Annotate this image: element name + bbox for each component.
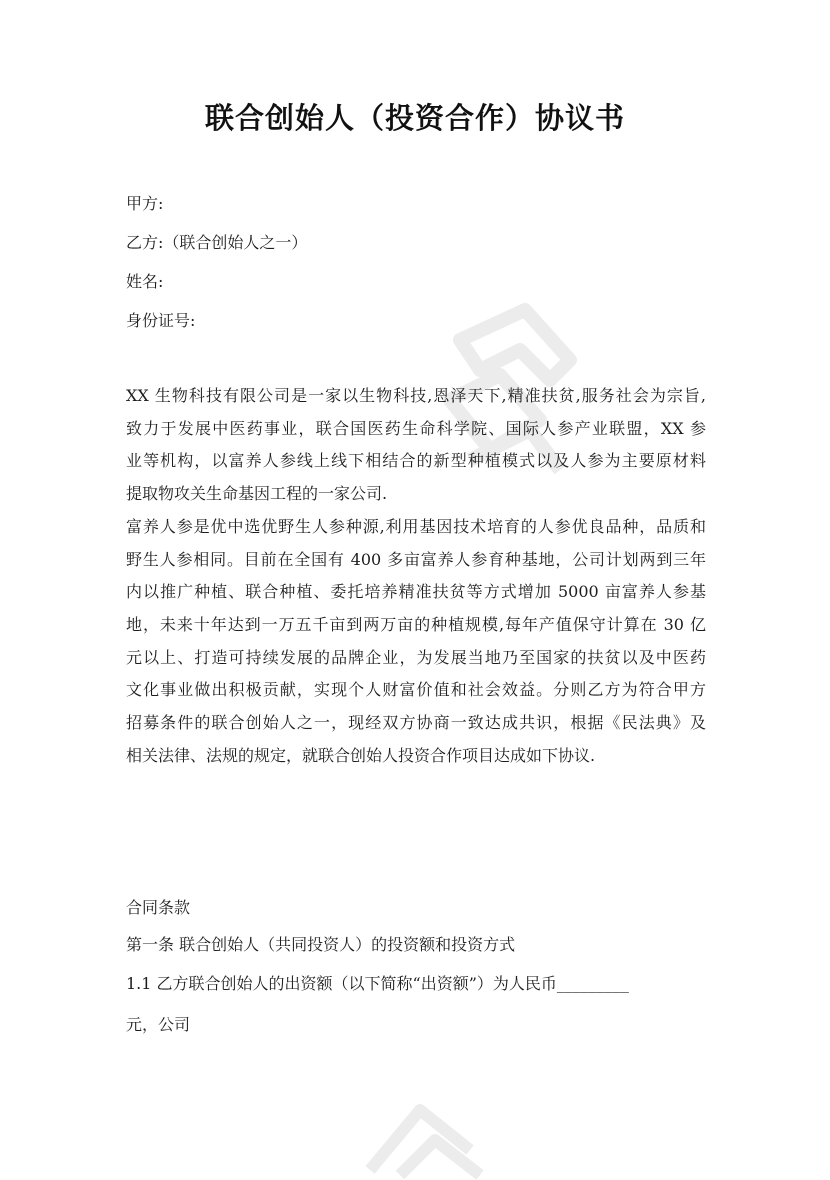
watermark-logo-bottom <box>360 1090 490 1180</box>
intro-line: 致力于发展中医药事业，联合国医药生命科学院、国际人参产业联盟，XX 参 <box>126 418 706 438</box>
intro-line: XX 生物科技有限公司是一家以生物科技,恩泽天下,精准扶贫,服务社会为宗旨, <box>126 386 706 405</box>
party-b-label: 乙方:（联合创始人之一） <box>126 233 308 252</box>
intro-line: 地，未来十年达到一万五千亩到两万亩的种植规模,每年产值保守计算在 30 亿 <box>126 614 706 634</box>
party-a-label: 甲方: <box>126 194 164 213</box>
name-label: 姓名: <box>126 272 164 291</box>
intro-line: 野生人参相同。目前在全国有 400 多亩富养人参育种基地，公司计划两到三年 <box>126 549 706 569</box>
article-1-heading: 第一条 联合创始人（共同投资人）的投资额和投资方式 <box>126 935 516 954</box>
clause-1-1: 1.1 乙方联合创始人的出资额（以下简称“出资额”）为人民币_________ <box>126 974 629 993</box>
id-number-label: 身份证号: <box>126 311 196 330</box>
intro-paragraph <box>126 380 706 772</box>
intro-line: 文化事业做出积极贡献，实现个人财富价值和社会效益。分则乙方为符合甲方 <box>126 680 706 700</box>
contract-terms-heading: 合同条款 <box>126 898 191 917</box>
intro-line: 招募条件的联合创始人之一，现经双方协商一致达成共识，根据《民法典》及 <box>126 713 706 733</box>
intro-line: 元以上、打造可持续发展的品牌企业，为发展当地乃至国家的扶贫以及中医药 <box>126 647 706 667</box>
document-title: 联合创始人（投资合作）协议书 <box>204 101 625 135</box>
intro-line: 富养人参是优中选优野生人参种源,利用基因技术培育的人参优良品种，品质和 <box>126 516 706 536</box>
intro-line: 内以推广种植、联合种植、委托培养精准扶贫等方式增加 5000 亩富养人参基 <box>126 582 706 602</box>
intro-line: 提取物攻关生命基因工程的一家公司. <box>126 484 388 504</box>
clause-1-1-continued: 元，公司 <box>126 1015 191 1034</box>
intro-line: 业等机构，以富养人参线上线下相结合的新型种植模式以及人参为主要原材料 <box>126 451 706 471</box>
intro-line: 相关法律、法规的规定，就联合创始人投资合作项目达成如下协议. <box>126 745 596 765</box>
